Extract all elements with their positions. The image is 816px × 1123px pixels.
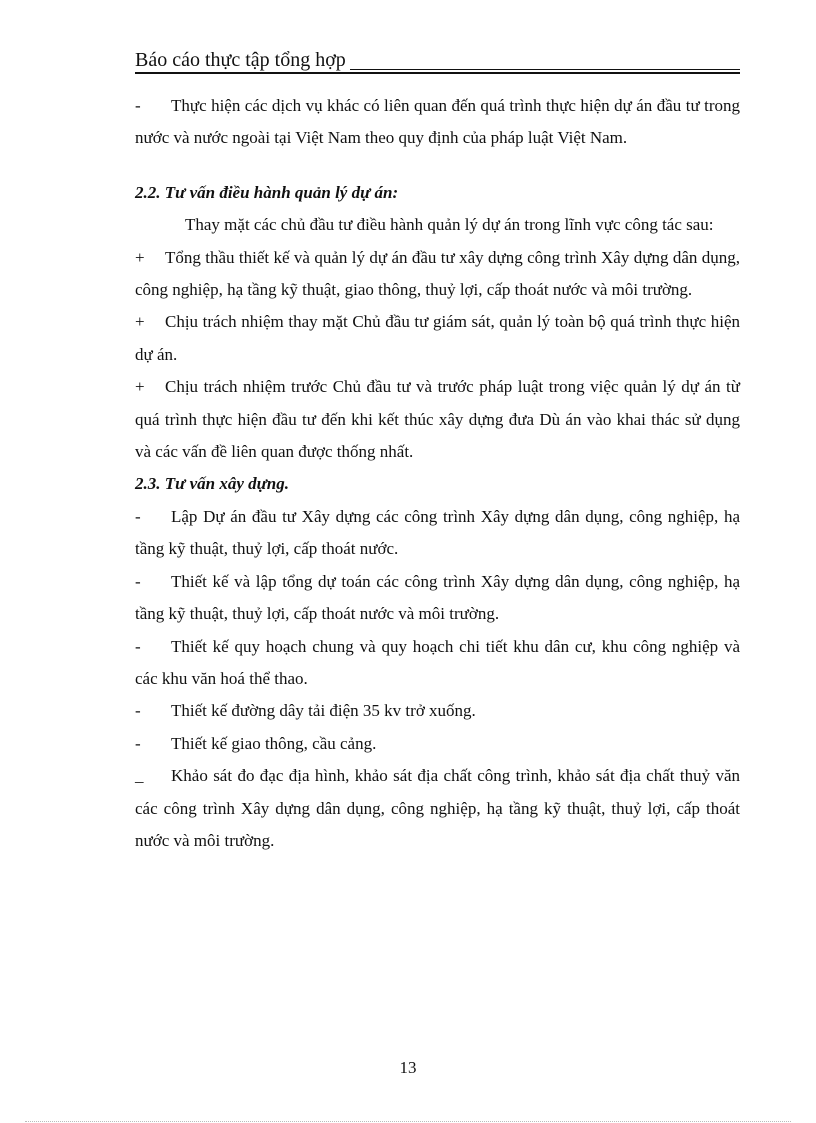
list-marker: - — [135, 636, 141, 656]
list-marker: _ — [135, 766, 144, 786]
spacer — [135, 155, 740, 177]
list-item-text: Thiết kế và lập tổng dự toán các công trình Xây dựng dân dụng, công nghiệp, hạ tầng kỹ thuật, thuỷ lợi, cấp thoát nước và môi trường. — [135, 571, 740, 624]
list-item — [135, 566, 740, 631]
section-lead: Thay mặt các chủ đầu tư điều hành quản lý dự án trong lĩnh vực công tác sau: — [185, 215, 714, 235]
list-item-text: Thiết kế đường dây tải điện 35 kv trở xuống. — [171, 701, 476, 721]
list-marker: + — [135, 312, 145, 332]
list-item — [135, 728, 740, 760]
list-item-text: Tổng thầu thiết kế và quản lý dự án đầu tư xây dựng công trình Xây dựng dân dụng, công nghiệp, hạ tầng kỹ thuật, giao thông, thuỷ lợi, cấp thoát nước và môi trường. — [135, 247, 740, 300]
list-item — [135, 242, 740, 307]
paragraph-text: Thực hiện các dịch vụ khác có liên quan đến quá trình thực hiện dự án đầu tư trong nước và nước ngoài tại Việt Nam theo quy định của pháp luật Việt Nam. — [135, 96, 740, 148]
list-item-text: Khảo sát đo đạc địa hình, khảo sát địa chất công trình, khảo sát địa chất thuỷ văn các công trình Xây dựng dân dụng, công nghiệp, hạ tầng kỹ thuật, thuỷ lợi, cấp thoát nước và môi trường. — [135, 766, 740, 850]
list-item — [135, 760, 740, 857]
intro-paragraph — [135, 90, 740, 155]
list-item-text: Chịu trách nhiệm trước Chủ đầu tư và trước pháp luật trong việc quản lý dự án từ quá trình thực hiện đầu tư đến khi kết thúc xây dựng đưa Dù án vào khai thác sử dụng và các vấn đề liên quan được thống nhất. — [135, 377, 740, 462]
list-marker: + — [135, 377, 145, 397]
list-item-text: Thiết kế giao thông, cầu cảng. — [171, 733, 377, 753]
list-marker: - — [135, 96, 141, 115]
list-marker: - — [135, 571, 141, 591]
header-title: Báo cáo thực tập tổng hợp — [135, 49, 350, 72]
list-marker: - — [135, 701, 141, 721]
list-item — [135, 501, 740, 566]
list-marker: + — [135, 247, 145, 267]
list-item-text: Chịu trách nhiệm thay mặt Chủ đầu tư giám sát, quản lý toàn bộ quá trình thực hiện dự án. — [135, 312, 740, 364]
header-rule-thick — [135, 72, 740, 74]
section-heading-2-2: 2.2. Tư vấn điều hành quản lý dự án: — [135, 182, 399, 202]
list-marker: - — [135, 733, 141, 753]
list-item — [135, 631, 740, 696]
list-item-text: Thiết kế quy hoạch chung và quy hoạch chi tiết khu dân cư, khu công nghiệp và các khu văn hoá thể thao. — [135, 636, 740, 688]
list-item — [135, 371, 740, 468]
page-number: 13 — [399, 1058, 417, 1077]
list-item-text: Lập Dự án đầu tư Xây dựng các công trình Xây dựng dân dụng, công nghiệp, hạ tầng kỹ thuật, thuỷ lợi, cấp thoát nước. — [135, 506, 740, 559]
page-body — [135, 90, 740, 857]
list-marker: - — [135, 506, 141, 526]
list-item — [135, 695, 740, 727]
page-header — [135, 47, 740, 73]
footer-rule — [25, 1121, 791, 1122]
list-item — [135, 306, 740, 371]
section-heading-2-3: 2.3. Tư vấn xây dựng. — [135, 474, 290, 494]
